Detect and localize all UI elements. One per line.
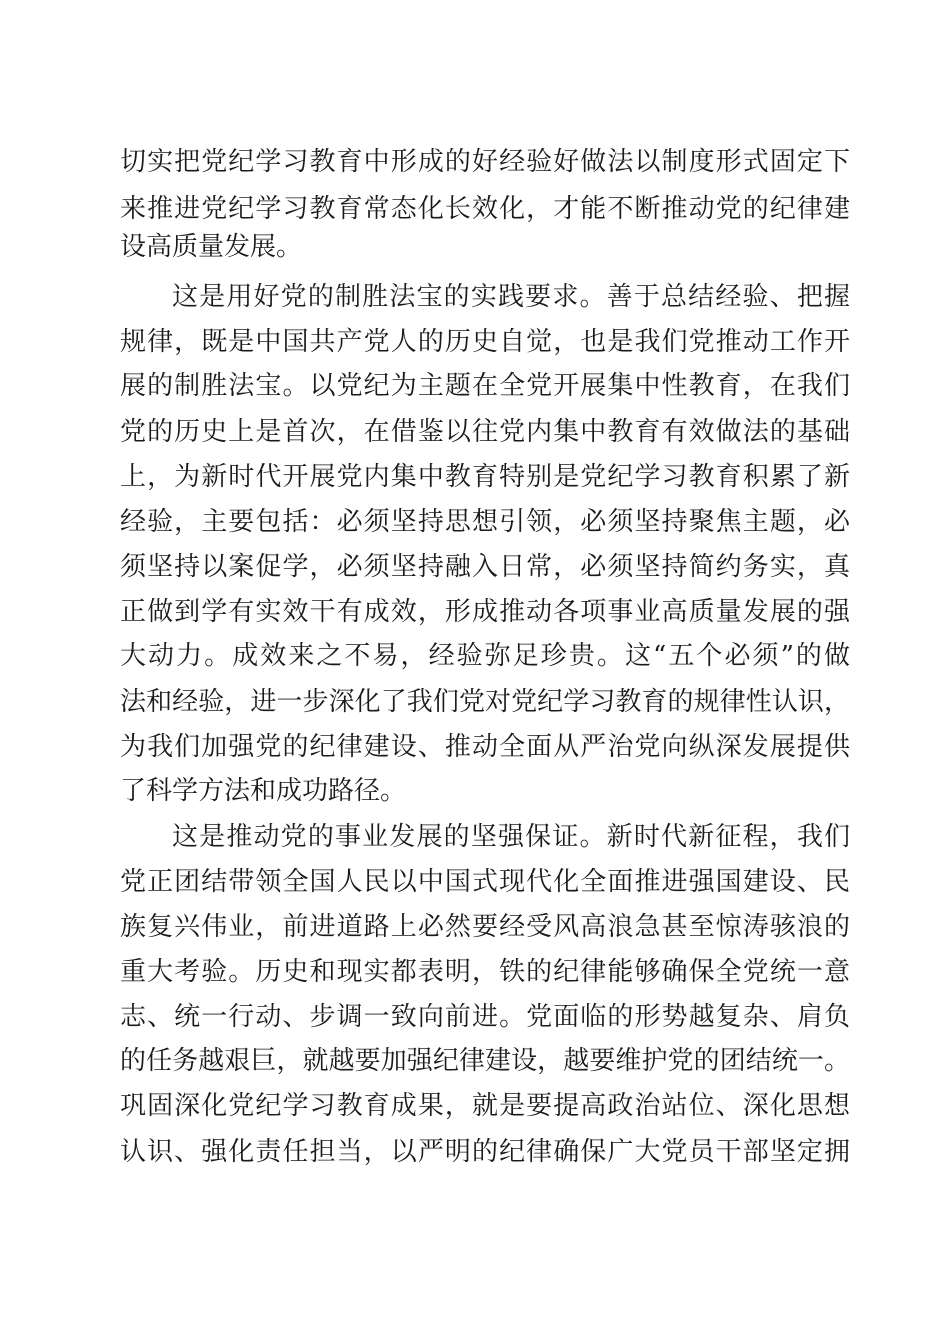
text-line-21: 的任务越艰巨，就越要加强纪律建设，越要维护党的团结统一。 <box>120 1046 850 1076</box>
text-line-18: 族复兴伟业，前进道路上必然要经受风高浪急甚至惊涛骇浪的 <box>120 912 850 942</box>
text-line-20: 志、统一行动、步调一致向前进。党面临的形势越复杂、肩负 <box>120 1002 850 1032</box>
text-line-8: 上，为新时代开展党内集中教育特别是党纪学习教育积累了新 <box>120 462 850 492</box>
text-line-9: 经验，主要包括：必须坚持思想引领，必须坚持聚焦主题，必 <box>120 507 850 537</box>
text-line-23: 认识、强化责任担当，以严明的纪律确保广大党员干部坚定拥 <box>120 1137 850 1167</box>
text-line-5: 规律，既是中国共产党人的历史自觉，也是我们党推动工作开 <box>120 327 850 357</box>
text-line-6: 展的制胜法宝。以党纪为主题在全党开展集中性教育，在我们 <box>120 371 850 401</box>
text-line-14: 为我们加强党的纪律建设、推动全面从严治党向纵深发展提供 <box>120 732 850 762</box>
text-line-3: 设高质量发展。 <box>120 232 303 262</box>
text-line-15: 了科学方法和成功路径。 <box>120 776 407 806</box>
text-line-10: 须坚持以案促学，必须坚持融入日常，必须坚持简约务实，真 <box>120 552 850 582</box>
text-line-22: 巩固深化党纪学习教育成果，就是要提高政治站位、深化思想 <box>120 1091 850 1121</box>
text-line-17: 党正团结带领全国人民以中国式现代化全面推进强国建设、民 <box>120 867 850 897</box>
text-line-2: 来推进党纪学习教育常态化长效化，才能不断推动党的纪律建 <box>120 194 850 224</box>
text-line-11: 正做到学有实效干有成效，形成推动各项事业高质量发展的强 <box>120 597 850 627</box>
text-line-19: 重大考验。历史和现实都表明，铁的纪律能够确保全党统一意 <box>120 957 850 987</box>
text-line-13: 法和经验，进一步深化了我们党对党纪学习教育的规律性认识， <box>120 687 850 717</box>
text-line-4: 这是用好党的制胜法宝的实践要求。善于总结经验、把握 <box>172 282 850 312</box>
text-line-16: 这是推动党的事业发展的坚强保证。新时代新征程，我们 <box>172 822 850 852</box>
text-line-7: 党的历史上是首次，在借鉴以往党内集中教育有效做法的基础 <box>120 417 850 447</box>
text-line-12: 大动力。成效来之不易，经验弥足珍贵。这“五个必须”的做 <box>120 641 850 671</box>
text-line-1: 切实把党纪学习教育中形成的好经验好做法以制度形式固定下 <box>120 147 850 177</box>
